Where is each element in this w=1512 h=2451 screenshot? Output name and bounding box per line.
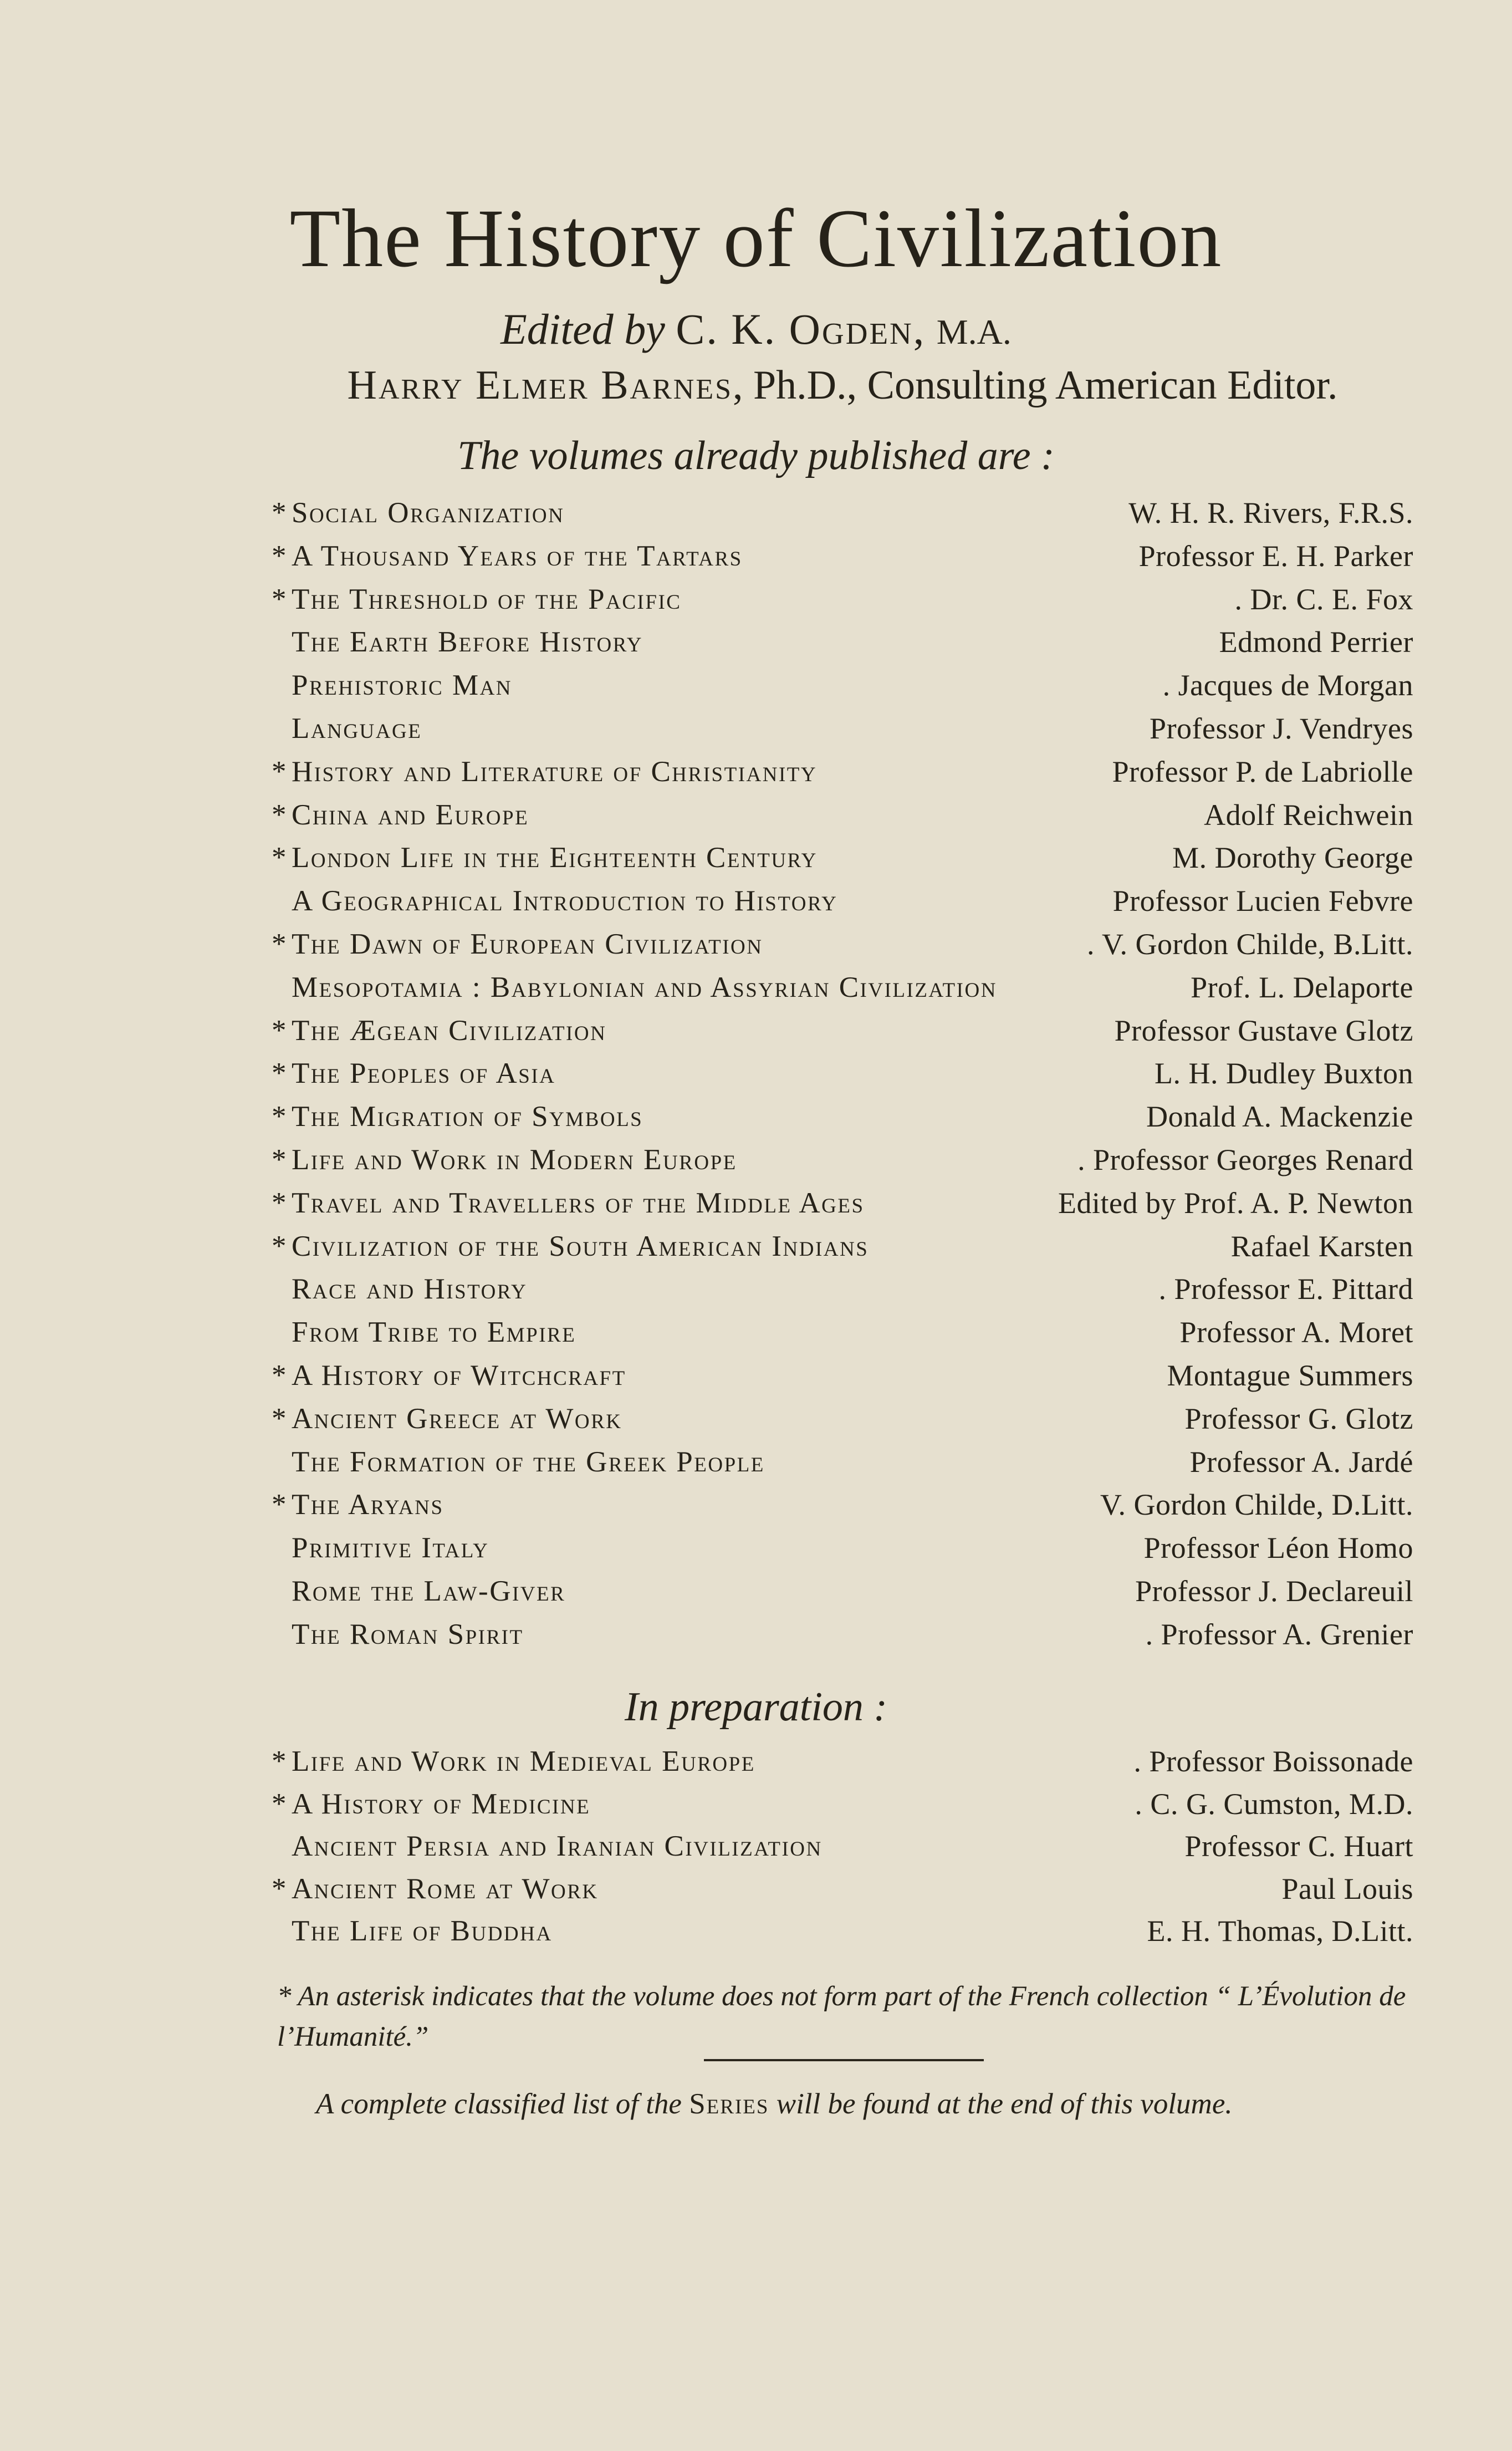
- volume-title-text: London Life in the Eighteenth Century: [292, 842, 818, 874]
- list-item: [272, 794, 1413, 837]
- list-item: [272, 1095, 1413, 1139]
- volume-title: [272, 1740, 755, 1783]
- volume-author: Edited by Prof. A. P. Newton: [1058, 1186, 1413, 1220]
- volume-title: [272, 621, 643, 664]
- list-item: [272, 1225, 1413, 1268]
- consulting-editor-name: Harry Elmer Barnes: [347, 363, 733, 408]
- volume-author: L. H. Dudley Buxton: [1155, 1057, 1413, 1091]
- page-title: The History of Civilization: [289, 192, 1223, 284]
- volume-title: [272, 1139, 737, 1182]
- list-item: [272, 751, 1413, 794]
- asterisk-marker: *: [272, 842, 288, 874]
- volume-title: [272, 1182, 865, 1225]
- list-item: [272, 664, 1413, 707]
- published-list: [272, 492, 1413, 1657]
- volume-author: Professor A. Jardé: [1189, 1445, 1413, 1479]
- volume-author: Professor Gustave Glotz: [1114, 1013, 1413, 1047]
- list-item: [272, 1783, 1413, 1826]
- volume-author: Professor E. H. Parker: [1138, 539, 1413, 573]
- volume-author: Donald A. Mackenzie: [1146, 1100, 1413, 1134]
- volume-title-text: Civilization of the South American Indians: [292, 1230, 869, 1262]
- asterisk-marker: *: [272, 1143, 288, 1176]
- list-item: [272, 923, 1413, 966]
- asterisk-marker: *: [272, 1359, 288, 1392]
- list-item: [272, 492, 1413, 535]
- list-item: [272, 837, 1413, 880]
- volume-author: Professor Lucien Febvre: [1112, 884, 1413, 918]
- list-item: [272, 1910, 1413, 1953]
- volume-author: Edmond Perrier: [1219, 625, 1413, 659]
- volume-title-text: The Life of Buddha: [292, 1915, 553, 1947]
- volume-title-text: Ancient Greece at Work: [292, 1402, 622, 1435]
- list-item: [272, 1182, 1413, 1225]
- volume-author: Professor J. Declareuil: [1135, 1574, 1413, 1608]
- asterisk-note: * An asterisk indicates that the volume does not form part of the French collection “ L’Évolution de l’Humanité.”: [277, 1981, 1406, 2052]
- volume-title: [272, 492, 564, 535]
- consulting-editor-role: , Ph.D., Consulting American Editor.: [733, 363, 1338, 408]
- volume-title-text: Rome the Law-Giver: [292, 1574, 566, 1607]
- volume-title: [272, 1311, 576, 1354]
- volume-author: Professor A. Moret: [1179, 1316, 1413, 1349]
- editor-name: C. K. Ogden,: [676, 305, 926, 353]
- asterisk-marker: *: [272, 1230, 288, 1262]
- published-heading: The volumes already published are :: [457, 433, 1055, 478]
- list-item: [272, 1052, 1413, 1095]
- volume-title: [272, 1613, 524, 1657]
- edited-by-label: Edited by: [500, 305, 665, 353]
- volume-title: [272, 837, 818, 880]
- editor-line: [0, 305, 1512, 353]
- volume-author: . C. G. Cumston, M.D.: [1135, 1787, 1413, 1821]
- volume-author: Professor C. Huart: [1184, 1830, 1413, 1863]
- volume-title-text: Primitive Italy: [292, 1532, 489, 1565]
- asterisk-marker: *: [272, 798, 288, 831]
- volume-title: [272, 1398, 622, 1441]
- volume-title-text: Social Organization: [292, 497, 565, 529]
- list-item: [272, 1268, 1413, 1311]
- volume-title: [272, 1527, 489, 1570]
- volume-title: [272, 751, 817, 794]
- volume-title: [272, 1225, 869, 1268]
- volume-author: . Professor E. Pittard: [1158, 1272, 1413, 1306]
- list-item: [272, 1484, 1413, 1527]
- asterisk-marker: *: [272, 583, 288, 615]
- asterisk-marker: *: [272, 1787, 288, 1820]
- volume-title-text: Prehistoric Man: [292, 669, 513, 702]
- volume-title-text: A History of Medicine: [292, 1787, 591, 1820]
- asterisk-marker: *: [272, 1872, 288, 1905]
- volume-title-text: Travel and Travellers of the Middle Ages: [292, 1186, 865, 1219]
- volume-title: [272, 707, 422, 751]
- volume-title-text: The Earth Before History: [292, 626, 643, 659]
- volume-title: [272, 578, 681, 621]
- volume-title-text: Ancient Rome at Work: [292, 1872, 599, 1905]
- asterisk-marker: *: [272, 1014, 288, 1047]
- volume-title: [272, 1825, 823, 1868]
- list-item: [272, 966, 1413, 1010]
- volume-title: [272, 1095, 643, 1139]
- list-item: [272, 1311, 1413, 1354]
- series-note-start: A complete classified list of the: [316, 2088, 689, 2120]
- volume-title: [272, 1910, 553, 1953]
- volume-title-text: The Roman Spirit: [292, 1618, 524, 1650]
- list-item: [272, 1868, 1413, 1910]
- volume-author: E. H. Thomas, D.Litt.: [1147, 1914, 1413, 1948]
- volume-title-text: A Thousand Years of the Tartars: [292, 539, 743, 572]
- list-item: [272, 621, 1413, 664]
- volume-title-text: A History of Witchcraft: [292, 1359, 626, 1392]
- editor-degree: M.A.: [936, 312, 1012, 351]
- list-item: [272, 535, 1413, 578]
- list-item: [272, 1441, 1413, 1484]
- volume-title-text: The Peoples of Asia: [292, 1057, 556, 1090]
- volume-author: . Dr. C. E. Fox: [1234, 582, 1413, 616]
- volume-title: [272, 1868, 599, 1910]
- volume-title: [272, 664, 512, 707]
- volume-author: M. Dorothy George: [1172, 841, 1413, 875]
- volume-title: [272, 1570, 565, 1613]
- volume-author: . Professor Georges Renard: [1077, 1143, 1413, 1176]
- series-note-end: will be found at the end of this volume.: [769, 2088, 1233, 2120]
- volume-author: . Professor A. Grenier: [1145, 1617, 1413, 1651]
- asterisk-marker: *: [272, 539, 288, 572]
- asterisk-marker: *: [272, 1057, 288, 1090]
- volume-title-text: The Formation of the Greek People: [292, 1445, 765, 1478]
- volume-title: [272, 1441, 765, 1484]
- list-item: [272, 1527, 1413, 1570]
- volume-author: Prof. L. Delaporte: [1191, 970, 1413, 1004]
- asterisk-marker: *: [272, 1745, 288, 1777]
- volume-author: Professor Léon Homo: [1143, 1531, 1413, 1565]
- volume-title-text: Life and Work in Medieval Europe: [292, 1745, 755, 1777]
- volume-title: [272, 1783, 590, 1826]
- volume-title: [272, 880, 837, 923]
- volume-author: . Jacques de Morgan: [1162, 669, 1413, 702]
- list-item: [272, 1825, 1413, 1868]
- volume-title-text: Ancient Persia and Iranian Civilization: [292, 1830, 823, 1862]
- list-item: [272, 707, 1413, 751]
- volume-author: Professor J. Vendryes: [1150, 711, 1413, 745]
- volume-title-text: Mesopotamia : Babylonian and Assyrian Civilization: [292, 971, 997, 1003]
- volume-author: . V. Gordon Childe, B.Litt.: [1086, 927, 1413, 961]
- volume-author: Professor G. Glotz: [1184, 1402, 1413, 1435]
- volume-title-text: The Ægean Civilization: [292, 1014, 607, 1047]
- list-item: [272, 1740, 1413, 1783]
- list-item: [272, 1398, 1413, 1441]
- list-item: [272, 1613, 1413, 1657]
- volume-author: Adolf Reichwein: [1204, 798, 1413, 832]
- volume-title: [272, 1010, 606, 1053]
- preparation-list: [272, 1740, 1413, 1953]
- volume-author: Rafael Karsten: [1230, 1229, 1413, 1263]
- series-word: Series: [689, 2088, 769, 2120]
- asterisk-marker: *: [272, 1402, 288, 1435]
- volume-title-text: History and Literature of Christianity: [292, 755, 818, 788]
- volume-title-text: Life and Work in Modern Europe: [292, 1143, 737, 1176]
- preparation-heading: In preparation :: [624, 1684, 888, 1730]
- list-item: [272, 1570, 1413, 1613]
- volume-title-text: From Tribe to Empire: [292, 1316, 576, 1349]
- volume-title-text: A Geographical Introduction to History: [292, 885, 838, 918]
- volume-title: [272, 1268, 527, 1311]
- volume-title-text: Race and History: [292, 1273, 528, 1306]
- volume-title: [272, 923, 763, 966]
- divider-rule: [704, 2059, 984, 2061]
- volume-title-text: Language: [292, 712, 422, 745]
- volume-title: [272, 1052, 555, 1095]
- list-item: [272, 880, 1413, 923]
- volume-author: Paul Louis: [1281, 1872, 1413, 1905]
- volume-title-text: The Migration of Symbols: [292, 1100, 643, 1133]
- volume-title-text: The Aryans: [292, 1489, 444, 1521]
- asterisk-marker: *: [272, 928, 288, 960]
- list-item: [272, 1010, 1413, 1053]
- asterisk-marker: *: [272, 755, 288, 788]
- asterisk-marker: *: [272, 1100, 288, 1133]
- volume-title-text: The Dawn of European Civilization: [292, 928, 763, 960]
- asterisk-marker: *: [272, 497, 288, 529]
- series-note: [316, 2085, 1424, 2123]
- list-item: [272, 1139, 1413, 1182]
- volume-title: [272, 794, 529, 837]
- asterisk-marker: *: [272, 1489, 288, 1521]
- consulting-editor-line: [274, 365, 1411, 406]
- volume-title: [272, 966, 997, 1010]
- volume-title: [272, 535, 743, 578]
- volume-author: Montague Summers: [1167, 1358, 1413, 1392]
- volume-title-text: The Threshold of the Pacific: [292, 583, 682, 615]
- asterisk-marker: *: [272, 1186, 288, 1219]
- list-item: [272, 1354, 1413, 1398]
- list-item: [272, 578, 1413, 621]
- volume-title-text: China and Europe: [292, 798, 529, 831]
- volume-author: Professor P. de Labriolle: [1112, 755, 1413, 788]
- volume-author: W. H. R. Rivers, F.R.S.: [1128, 496, 1413, 529]
- volume-author: V. Gordon Childe, D.Litt.: [1100, 1488, 1413, 1522]
- volume-author: . Professor Boissonade: [1133, 1745, 1413, 1778]
- volume-title: [272, 1484, 444, 1527]
- volume-title: [272, 1354, 626, 1398]
